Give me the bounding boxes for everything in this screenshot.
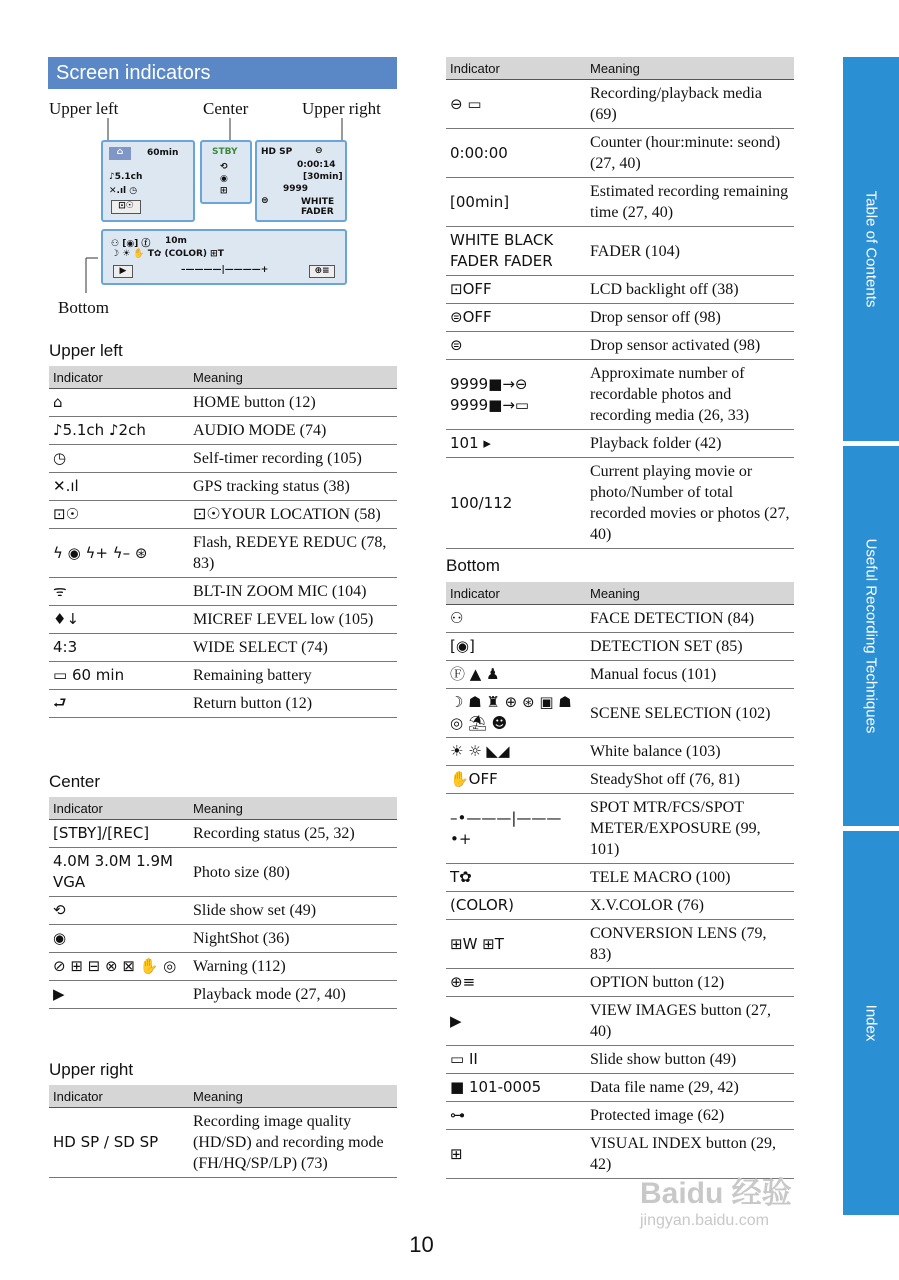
table-row (446, 1046, 794, 1074)
table-row (49, 1108, 397, 1178)
meaning-header: Meaning (189, 797, 397, 820)
lcd-hd: HD SP (261, 147, 293, 157)
indicator-header: Indicator (49, 797, 189, 820)
slideshow-icon: ⟲ (220, 162, 228, 172)
table-row (446, 633, 794, 661)
indicator-cell: ⊡OFF (446, 276, 586, 304)
section-banner: Screen indicators (48, 57, 397, 89)
table-row (446, 1074, 794, 1102)
scene-icons: ☽ ☀ ✋ T✿ (COLOR) ⊞T (111, 249, 224, 259)
table-row (446, 969, 794, 997)
table-row (49, 634, 397, 662)
meaning-header: Meaning (586, 582, 794, 605)
meaning-cell: WIDE SELECT (74) (189, 634, 397, 662)
drop-sensor-icon: ⊜ (261, 196, 269, 206)
upper-left-rows (49, 389, 397, 718)
meaning-cell: GPS tracking status (38) (189, 473, 397, 501)
indicator-cell: 4.0M 3.0M 1.9M VGA (49, 848, 189, 897)
meaning-cell: Drop sensor activated (98) (586, 332, 794, 360)
meaning-cell: VISUAL INDEX button (29, 42) (586, 1130, 794, 1179)
meaning-cell: VIEW IMAGES button (27, 40) (586, 997, 794, 1046)
indicator-cell: ▭ II (446, 1046, 586, 1074)
lcd-white: WHITE (301, 197, 335, 207)
table-row (446, 129, 794, 178)
meaning-cell: White balance (103) (586, 738, 794, 766)
meaning-cell: Warning (112) (189, 953, 397, 981)
indicator-header: Indicator (49, 1085, 189, 1108)
bottom-title: Bottom (446, 556, 500, 575)
indicator-cell: ⊖ ▭ (446, 80, 586, 129)
watermark: Baidu 经验 (640, 1177, 792, 1210)
table-row (49, 662, 397, 690)
indicator-cell: ▭ 60 min (49, 662, 189, 690)
indicator-cell: ⊞ (446, 1130, 586, 1179)
meaning-cell: Playback folder (42) (586, 430, 794, 458)
indicator-cell: 101 ▸ (446, 430, 586, 458)
meaning-cell: Approximate number of recordable photos and recording media (26, 33) (586, 360, 794, 430)
meaning-cell: AUDIO MODE (74) (189, 417, 397, 445)
lcd-photos: 9999 (283, 184, 309, 194)
meaning-cell: Current playing movie or photo/Number of total recorded movies or photos (27, 40) (586, 458, 794, 549)
table-row (446, 689, 794, 738)
meaning-cell: CONVERSION LENS (79, 83) (586, 920, 794, 969)
indicator-cell: ⟲ (49, 897, 189, 925)
table-row (446, 304, 794, 332)
indicator-cell: ■ 101-0005 (446, 1074, 586, 1102)
table-row (446, 892, 794, 920)
meaning-cell: Flash, REDEYE REDUC (78, 83) (189, 529, 397, 578)
table-row (49, 578, 397, 606)
indicator-cell: T✿ (446, 864, 586, 892)
meaning-cell: Recording image quality (HD/SD) and recording mode (FH/HQ/SP/LP) (73) (189, 1108, 397, 1178)
indicator-cell: –•———|———•+ (446, 794, 586, 864)
table-row (446, 1102, 794, 1130)
table-row (446, 997, 794, 1046)
meaning-cell: BLT-IN ZOOM MIC (104) (189, 578, 397, 606)
table-row (49, 445, 397, 473)
diagram-label-upper-left: Upper left (49, 99, 119, 118)
indicator-header: Indicator (446, 57, 586, 80)
indicator-cell: ♪5.1ch ♪2ch (49, 417, 189, 445)
meaning-cell: DETECTION SET (85) (586, 633, 794, 661)
table-row (446, 178, 794, 227)
table-row (446, 276, 794, 304)
table-row (446, 794, 794, 864)
table-row (49, 606, 397, 634)
meaning-cell: Return button (12) (189, 690, 397, 718)
indicator-cell: HD SP / SD SP (49, 1108, 189, 1178)
bottom-rows (446, 605, 794, 1179)
indicator-cell: ⊞W ⊞T (446, 920, 586, 969)
indicator-cell: ϟ ◉ ϟ+ ϟ– ⊛ (49, 529, 189, 578)
indicator-cell: ᯤ (49, 578, 189, 606)
tab-label: Table of Contents (862, 190, 880, 308)
table-row (49, 953, 397, 981)
indicator-cell: ⊜ (446, 332, 586, 360)
table-row (446, 920, 794, 969)
indicator-cell: ◷ (49, 445, 189, 473)
meaning-cell: Protected image (62) (586, 1102, 794, 1130)
lcd-battery: 60min (147, 148, 179, 158)
table-row (446, 430, 794, 458)
table-row (49, 473, 397, 501)
table-row (49, 897, 397, 925)
table-row (49, 529, 397, 578)
table-row (446, 864, 794, 892)
indicator-cell: ⮐ (49, 690, 189, 718)
table-row (446, 360, 794, 430)
indicator-cell: ⊘ ⊞ ⊟ ⊗ ⊠ ✋ ◎ (49, 953, 189, 981)
table-row (49, 417, 397, 445)
indicator-cell: ⊕≡ (446, 969, 586, 997)
meaning-header: Meaning (189, 366, 397, 389)
meaning-cell: LCD backlight off (38) (586, 276, 794, 304)
indicator-cell: ✕.ıl (49, 473, 189, 501)
meaning-cell: SteadyShot off (76, 81) (586, 766, 794, 794)
meaning-cell: Manual focus (101) (586, 661, 794, 689)
tab-index[interactable] (843, 831, 899, 1215)
media-icon: ⊖ (315, 146, 323, 156)
upper-left-table (49, 366, 397, 718)
meaning-cell: TELE MACRO (100) (586, 864, 794, 892)
meaning-cell: Photo size (80) (189, 848, 397, 897)
watermark-url: jingyan.baidu.com (640, 1212, 769, 1229)
indicator-cell: ▶ (446, 997, 586, 1046)
table-row (446, 766, 794, 794)
indicator-cell: WHITE BLACK FADER FADER (446, 227, 586, 276)
tab-label: Useful Recording Techniques (862, 538, 880, 734)
indicator-cell: ⊶ (446, 1102, 586, 1130)
meaning-cell: Self-timer recording (105) (189, 445, 397, 473)
indicator-cell: ⌂ (49, 389, 189, 417)
indicator-cell: ⚇ (446, 605, 586, 633)
meaning-cell: X.V.COLOR (76) (586, 892, 794, 920)
meaning-cell: Recording status (25, 32) (189, 820, 397, 848)
lcd-fader: FADER (301, 207, 334, 217)
lcd-upper-left-panel (101, 140, 195, 222)
option-icon: ⊕≡ (309, 265, 335, 278)
indicator-header: Indicator (49, 366, 189, 389)
diagram-label-center: Center (203, 99, 249, 118)
warning-icon: ⊞ (220, 186, 228, 196)
upper-right-rows (49, 1108, 397, 1178)
diagram-label-bottom: Bottom (58, 298, 110, 317)
meaning-cell: NightShot (36) (189, 925, 397, 953)
indicator-cell: (COLOR) (446, 892, 586, 920)
spot-meter-icon: –————|————+ (181, 265, 269, 275)
indicator-cell: ⊡☉ (49, 501, 189, 529)
right-top-table (446, 57, 794, 549)
meaning-cell: Counter (hour:minute: seond) (27, 40) (586, 129, 794, 178)
upper-right-title: Upper right (49, 1060, 134, 1079)
indicator-cell: Ⓕ ▲ ♟ (446, 661, 586, 689)
indicator-cell: [00min] (446, 178, 586, 227)
indicator-cell: ☀ ☼ ◣◢ (446, 738, 586, 766)
meaning-cell: Data file name (29, 42) (586, 1074, 794, 1102)
right-top-rows (446, 80, 794, 549)
meaning-cell: HOME button (12) (189, 389, 397, 417)
tab-useful-recording-techniques[interactable] (843, 446, 899, 826)
nightshot-icon: ◉ (220, 174, 228, 184)
table-row (446, 661, 794, 689)
table-row (446, 227, 794, 276)
indicator-cell: ✋OFF (446, 766, 586, 794)
table-row (49, 848, 397, 897)
table-row (446, 332, 794, 360)
meaning-header: Meaning (586, 57, 794, 80)
table-row (49, 501, 397, 529)
meaning-cell: ⊡☉YOUR LOCATION (58) (189, 501, 397, 529)
meaning-cell: Drop sensor off (98) (586, 304, 794, 332)
meaning-cell: Estimated recording remaining time (27, 40) (586, 178, 794, 227)
meaning-cell: Remaining battery (189, 662, 397, 690)
meaning-cell: FADER (104) (586, 227, 794, 276)
indicator-cell: 4:3 (49, 634, 189, 662)
table-row (49, 690, 397, 718)
indicator-cell: 0:00:00 (446, 129, 586, 178)
meaning-cell: Recording/playback media (69) (586, 80, 794, 129)
table-row (446, 80, 794, 129)
meaning-cell: SCENE SELECTION (102) (586, 689, 794, 738)
page-number: 10 (409, 1232, 434, 1257)
meaning-cell: Slide show button (49) (586, 1046, 794, 1074)
center-table (49, 797, 397, 1009)
table-row (446, 738, 794, 766)
indicator-cell: ☽ ☗ ♜ ⊕ ⊛ ▣ ☗ ◎ ⛱ ☻ (446, 689, 586, 738)
table-row (49, 981, 397, 1009)
table-row (446, 605, 794, 633)
view-images-icon: ▶ (113, 265, 133, 278)
indicator-cell: ◉ (49, 925, 189, 953)
meaning-cell: FACE DETECTION (84) (586, 605, 794, 633)
tab-table-of-contents[interactable] (843, 57, 899, 441)
table-row (446, 458, 794, 549)
indicator-cell: 100/112 (446, 458, 586, 549)
gps-icon: ✕.ıl ◷ (109, 186, 138, 196)
tab-label: Index (862, 1004, 880, 1042)
meaning-cell: Slide show set (49) (189, 897, 397, 925)
center-title: Center (49, 772, 101, 791)
indicator-cell: ♦↓ (49, 606, 189, 634)
lcd-counter: 0:00:14 (297, 160, 336, 170)
center-rows (49, 820, 397, 1009)
indicator-cell: ▶ (49, 981, 189, 1009)
indicator-header: Indicator (446, 582, 586, 605)
lcd-center-panel (200, 140, 252, 204)
indicator-cell: [STBY]/[REC] (49, 820, 189, 848)
your-location-icon: ⊡☉ (111, 200, 141, 214)
meaning-cell: OPTION button (12) (586, 969, 794, 997)
meaning-cell: SPOT MTR/FCS/SPOT METER/EXPOSURE (99, 101) (586, 794, 794, 864)
table-row (49, 820, 397, 848)
lcd-stby: STBY (212, 147, 238, 157)
home-icon: ⌂ (109, 147, 131, 160)
upper-left-title: Upper left (49, 341, 123, 360)
table-row (49, 925, 397, 953)
diagram-label-upper-right: Upper right (302, 99, 381, 118)
lcd-audio: ♪5.1ch (109, 172, 143, 182)
face-detection-icon: ⚇ [◉] ⓕ (111, 239, 151, 249)
lcd-10m: 10m (165, 236, 187, 246)
table-row (49, 389, 397, 417)
indicator-cell: [◉] (446, 633, 586, 661)
lcd-bottom-panel (101, 229, 347, 285)
lcd-upper-right-panel (255, 140, 347, 222)
indicator-cell: ⊜OFF (446, 304, 586, 332)
upper-right-table (49, 1085, 397, 1178)
bottom-table (446, 582, 794, 1179)
lcd-remaining: [30min] (303, 172, 343, 182)
meaning-cell: Playback mode (27, 40) (189, 981, 397, 1009)
indicator-cell: 9999■→⊖ 9999■→▭ (446, 360, 586, 430)
meaning-header: Meaning (189, 1085, 397, 1108)
meaning-cell: MICREF LEVEL low (105) (189, 606, 397, 634)
